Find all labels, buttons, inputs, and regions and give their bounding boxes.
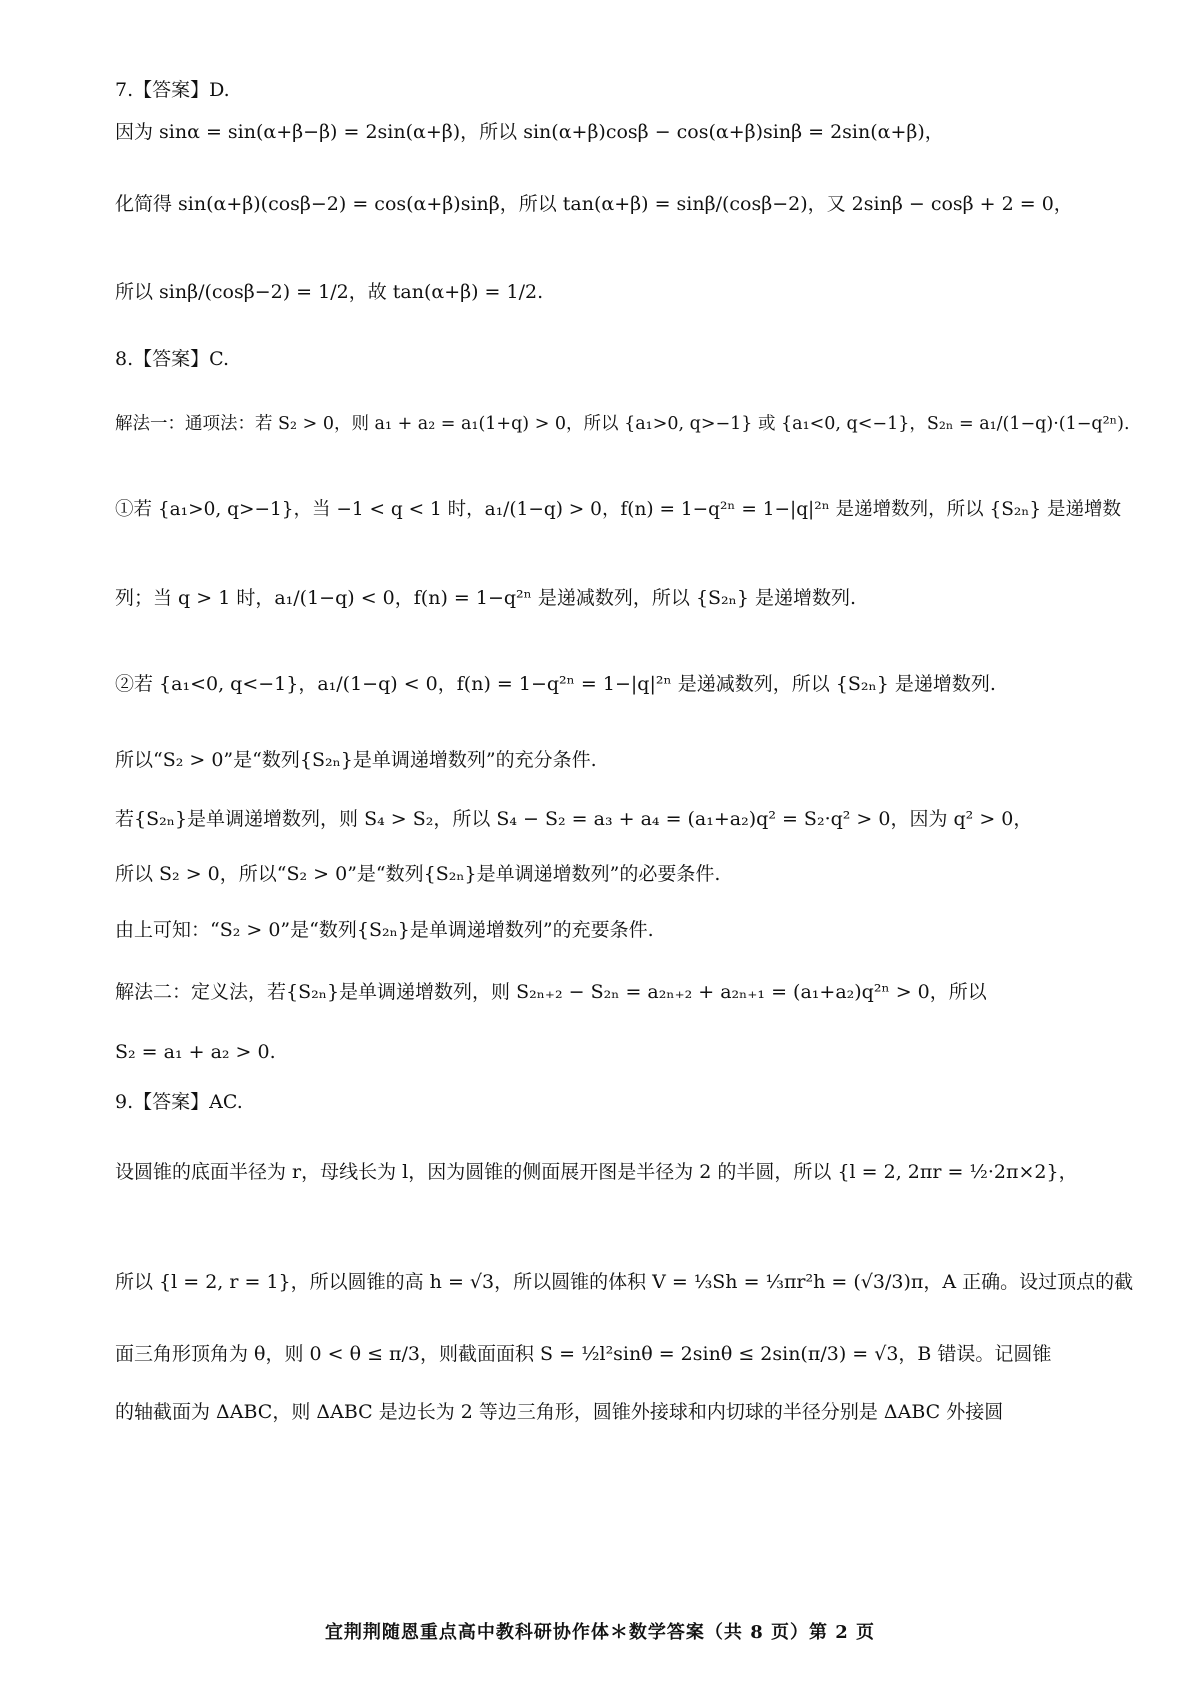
q8-method1-line: 解法一：通项法：若 S₂ > 0，则 a₁ + a₂ = a₁(1+q) > 0，所以 {a₁>0, q>−1} 或 {a₁<0, q<−1}，S₂ₙ = a₁/(1−q)·(1−q²ⁿ). xyxy=(115,414,1130,434)
q8-conclusion-line: 由上可知：“S₂ > 0”是“数列{S₂ₙ}是单调递增数列”的充要条件. xyxy=(115,919,654,941)
q8-answer-heading: 8.【答案】C. xyxy=(115,348,230,370)
q7-line-3: 所以 sinβ/(cosβ−2) = 1/2，故 tan(α+β) = 1/2. xyxy=(115,281,544,303)
q8-case1-line-2: 列；当 q > 1 时，a₁/(1−q) < 0，f(n) = 1−q²ⁿ 是递减数列，所以 {S₂ₙ} 是递增数列. xyxy=(115,587,857,609)
q8-case1-line-1: ①若 {a₁>0, q>−1}，当 −1 < q < 1 时，a₁/(1−q) > 0，f(n) = 1−q²ⁿ = 1−|q|²ⁿ 是递增数列，所以 {S₂ₙ} 是递增数 xyxy=(115,499,1121,520)
q9-line-3: 面三角形顶角为 θ，则 0 < θ ≤ π/3，则截面面积 S = ½l²sinθ = 2sinθ ≤ 2sin(π/3) = √3，B 错误。记圆锥 xyxy=(115,1343,1052,1365)
q8-sufficient-line: 所以“S₂ > 0”是“数列{S₂ₙ}是单调递增数列”的充分条件. xyxy=(115,749,597,771)
q8-case2-line: ②若 {a₁<0, q<−1}，a₁/(1−q) < 0，f(n) = 1−q²ⁿ = 1−|q|²ⁿ 是递减数列，所以 {S₂ₙ} 是递增数列. xyxy=(115,673,996,695)
q9-line-2: 所以 {l = 2, r = 1}，所以圆锥的高 h = √3，所以圆锥的体积 V = ⅓Sh = ⅓πr²h = (√3/3)π，A 正确。设过顶点的截 xyxy=(115,1271,1134,1293)
q7-answer-heading: 7.【答案】D. xyxy=(115,79,230,101)
q7-line-1: 因为 sinα = sin(α+β−β) = 2sin(α+β)，所以 sin(α+β)cosβ − cos(α+β)sinβ = 2sin(α+β)， xyxy=(115,121,944,143)
q9-line-4: 的轴截面为 ΔABC，则 ΔABC 是边长为 2 等边三角形，圆锥外接球和内切球的半径分别是 ΔABC 外接圆 xyxy=(115,1401,1004,1423)
q8-necessary-line-2: 所以 S₂ > 0，所以“S₂ > 0”是“数列{S₂ₙ}是单调递增数列”的必要条件. xyxy=(115,863,721,885)
q8-method2-line-1: 解法二：定义法，若{S₂ₙ}是单调递增数列，则 S₂ₙ₊₂ − S₂ₙ = a₂ₙ₊₂ + a₂ₙ₊₁ = (a₁+a₂)q²ⁿ > 0，所以 xyxy=(115,981,987,1003)
q9-answer-heading: 9.【答案】AC. xyxy=(115,1091,243,1113)
q8-necessary-line-1: 若{S₂ₙ}是单调递增数列，则 S₄ > S₂，所以 S₄ − S₂ = a₃ + a₄ = (a₁+a₂)q² = S₂·q² > 0，因为 q² > 0， xyxy=(115,808,1033,830)
q7-line-2: 化简得 sin(α+β)(cosβ−2) = cos(α+β)sinβ，所以 tan(α+β) = sinβ/(cosβ−2)，又 2sinβ − cosβ + 2 = 0， xyxy=(115,193,1073,215)
q9-line-1: 设圆锥的底面半径为 r，母线长为 l，因为圆锥的侧面展开图是半径为 2 的半圆，所以 {l = 2, 2πr = ½·2π×2}， xyxy=(115,1161,1078,1183)
page-footer: 宜荆荆随恩重点高中教科研协作体＊数学答案（共 8 页）第 2 页 xyxy=(324,1622,876,1643)
q8-method2-line-2: S₂ = a₁ + a₂ > 0. xyxy=(115,1041,276,1063)
